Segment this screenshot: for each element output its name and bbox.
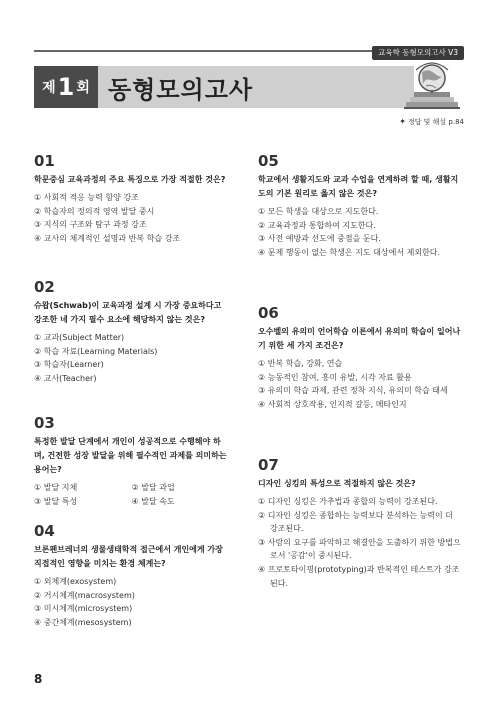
question-05 bbox=[258, 152, 463, 259]
question-06 bbox=[258, 304, 463, 411]
option-4: ④ 프로토타이핑(prototyping)과 반복적인 테스트가 강조된다. bbox=[258, 564, 460, 588]
page-title: 동형모의고사 bbox=[108, 76, 254, 104]
answer-reference bbox=[399, 117, 464, 127]
question-text: 브론펜브레너의 생물생태학적 접근에서 개인에게 가장 직접적인 영향을 미치는 환경 체계는? bbox=[34, 545, 223, 568]
option-2: ② 거시체계(macrosystem) bbox=[34, 590, 135, 600]
option-1: ① 모든 학생을 대상으로 지도한다. bbox=[258, 207, 379, 216]
question-text: 특정한 발달 단계에서 개인이 성공적으로 수행해야 하며, 건전한 성장 발달을 위해 필수적인 과제를 의미하는 용어는? bbox=[34, 437, 227, 474]
option-2: ② 학습 자료(Learning Materials) bbox=[34, 346, 158, 356]
round-prefix: 제 bbox=[42, 80, 56, 96]
question-number: 01 bbox=[34, 152, 55, 170]
option-4: ④ 교사의 체계적인 설명과 반복 학습 강조 bbox=[34, 233, 181, 243]
option-2: ② 능동적인 참여, 흥미 유발, 시각 자료 활용 bbox=[258, 372, 412, 382]
question-number: 03 bbox=[34, 414, 55, 432]
option-4: ④ 문제 행동이 없는 학생은 지도 대상에서 제외한다. bbox=[258, 247, 441, 257]
option-3: ③ 발달 특성 bbox=[34, 496, 78, 506]
question-02 bbox=[34, 278, 229, 385]
options-grid bbox=[34, 481, 229, 508]
question-04 bbox=[34, 522, 229, 629]
question-number: 04 bbox=[34, 522, 55, 540]
question-text: 학교에서 생활지도와 교과 수업을 연계하려 할 때, 생활지도의 기본 원리로 옳지 않은 것은? bbox=[258, 175, 459, 198]
option-4: ④ 중간체계(mesosystem) bbox=[34, 617, 132, 627]
page-number: 8 bbox=[34, 672, 43, 686]
question-text: 오수벨의 유의미 언어학습 이론에서 유의미 학습이 일어나기 위한 세 가지 조건은? bbox=[258, 327, 461, 350]
option-1: ① 교과(Subject Matter) bbox=[34, 333, 125, 342]
series-tag: 교육학 동형모의고사 V3 bbox=[372, 46, 464, 60]
globe-books-icon bbox=[404, 62, 460, 114]
option-2: ② 학습자의 정의적 영역 발달 중시 bbox=[34, 206, 155, 216]
option-3: ③ 미시체계(microsystem) bbox=[34, 604, 133, 614]
round-badge bbox=[34, 66, 98, 108]
question-number: 07 bbox=[258, 456, 279, 474]
option-4: ④ 사회적 상호작용, 인지적 갈등, 메타인지 bbox=[258, 399, 407, 409]
option-3: ③ 사전 예방과 선도에 중점을 둔다. bbox=[258, 234, 381, 244]
round-suffix: 회 bbox=[76, 80, 90, 96]
question-text: 디자인 싱킹의 특성으로 적절하지 않은 것은? bbox=[258, 479, 416, 488]
option-2: ② 발달 과업 bbox=[131, 483, 175, 492]
round-number: 1 bbox=[57, 73, 75, 101]
answer-reference-text: 정답 및 해설 p.84 bbox=[407, 118, 464, 126]
question-number: 02 bbox=[34, 278, 55, 296]
option-1: ① 반복 학습, 강화, 연습 bbox=[258, 359, 343, 368]
option-4: ④ 교사(Teacher) bbox=[34, 373, 97, 383]
option-3: ③ 지식의 구조와 탐구 과정 강조 bbox=[34, 220, 147, 230]
question-text: 슈왑(Schwab)이 교육과정 설계 시 가장 중요하다고 강조한 네 가지 필수 요소에 해당하지 않는 것은? bbox=[34, 301, 222, 324]
option-1: ① 외체계(exosystem) bbox=[34, 577, 117, 586]
option-1: ① 발달 지체 bbox=[34, 483, 78, 492]
option-1: ① 사회적 적응 능력 함양 강조 bbox=[34, 193, 139, 202]
question-01 bbox=[34, 152, 229, 245]
question-number: 05 bbox=[258, 152, 279, 170]
option-4: ④ 발달 속도 bbox=[131, 496, 175, 506]
question-number: 06 bbox=[258, 304, 279, 322]
option-3: ③ 유의미 학습 과제, 관련 정착 지식, 유의미 학습 태세 bbox=[258, 386, 448, 396]
question-07 bbox=[258, 456, 463, 590]
option-3: ③ 학습자(Learner) bbox=[34, 360, 104, 370]
star-icon: ✦ bbox=[399, 117, 406, 126]
option-3: ③ 사람의 요구를 파악하고 해결안을 도출하기 위한 방법으로서 '공감'이 중시된다. bbox=[258, 537, 461, 561]
question-text: 학문중심 교육과정의 주요 특징으로 가장 적절한 것은? bbox=[34, 175, 226, 184]
option-2: ② 디자인 싱킹은 종합하는 능력보다 분석하는 능력이 더 강조된다. bbox=[258, 510, 453, 534]
option-2: ② 교육과정과 통합하여 지도한다. bbox=[258, 220, 376, 230]
option-1: ① 디자인 싱킹은 가추법과 종합의 능력이 강조된다. bbox=[258, 497, 438, 506]
question-03 bbox=[34, 414, 229, 508]
